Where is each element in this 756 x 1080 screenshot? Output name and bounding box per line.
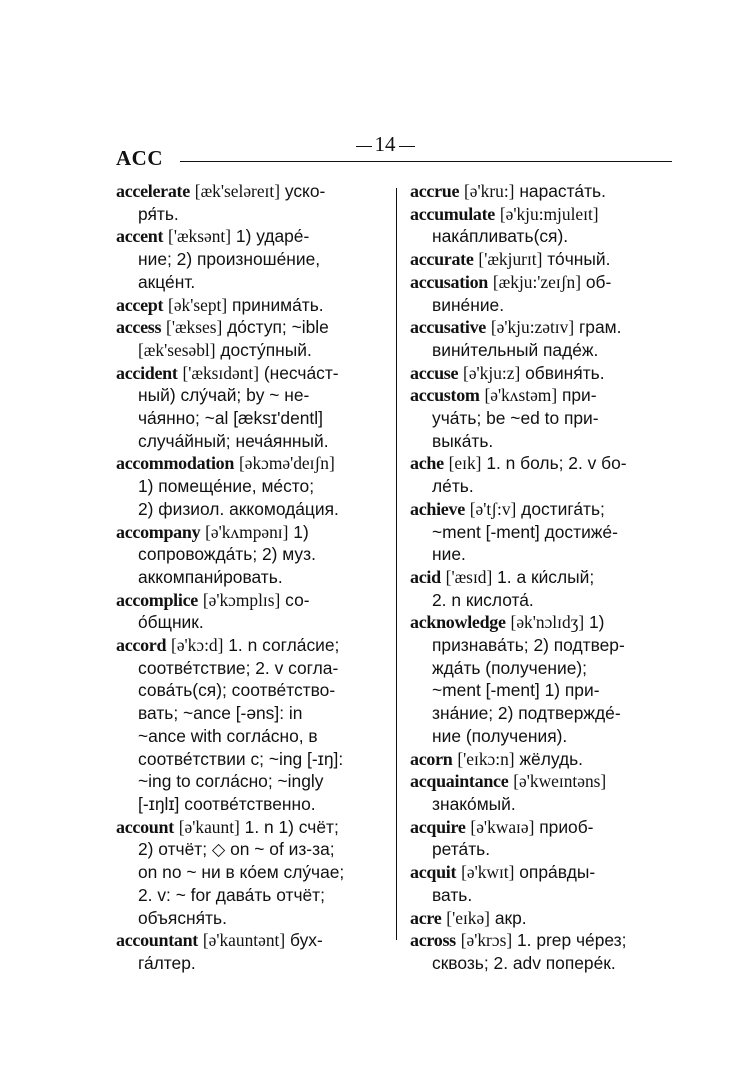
definition-text: ~ance with согла́сно, в xyxy=(138,725,318,746)
entry-line xyxy=(116,611,384,634)
entry-line xyxy=(116,907,384,930)
dictionary-entry xyxy=(116,634,384,816)
definition-text: опра́вды- xyxy=(519,862,596,883)
definition-text: выка́ть. xyxy=(432,430,494,451)
definition-text: о́бщник. xyxy=(138,612,204,633)
entry-line xyxy=(410,339,672,362)
entry-line xyxy=(410,793,672,816)
entry-line xyxy=(116,180,384,203)
dictionary-entry xyxy=(410,611,672,747)
dictionary-entry xyxy=(410,384,672,452)
definition-text: га́лтер. xyxy=(138,952,196,973)
dictionary-entry xyxy=(410,203,672,248)
transcription: [ə'kju:zətɪv] xyxy=(490,317,575,338)
definition-text: вини́тельный паде́ж. xyxy=(432,339,599,360)
definition-text: 1) xyxy=(293,521,309,542)
definition-text: 2. v: ~ for дава́ть отчёт; xyxy=(138,884,325,905)
left-column xyxy=(116,180,384,975)
entry-line xyxy=(410,702,672,725)
dictionary-entry xyxy=(410,180,672,203)
dash-right xyxy=(399,146,415,147)
transcription: ['ækses] xyxy=(166,317,223,338)
transcription: [ə'krɔs] xyxy=(460,930,513,951)
page-number-text: 14 xyxy=(374,132,396,156)
entry-line xyxy=(116,929,384,952)
dictionary-entry xyxy=(116,589,384,634)
headword: acre xyxy=(410,907,442,928)
entry-line xyxy=(116,702,384,725)
definition-text: 1. n согла́сие; xyxy=(228,635,340,656)
transcription: ['æksɪdənt] xyxy=(182,362,259,383)
entry-line xyxy=(116,793,384,816)
dictionary-entry xyxy=(410,362,672,385)
headword: accrue xyxy=(410,181,460,201)
headword: acknowledge xyxy=(410,612,506,633)
entry-line xyxy=(116,589,384,612)
transcription: [ə'kɔ:d] xyxy=(171,635,224,656)
dictionary-entry xyxy=(116,180,384,225)
headword: achieve xyxy=(410,498,465,519)
dictionary-entry xyxy=(410,770,672,815)
definition-text: ние. xyxy=(432,544,466,565)
definition-text: зна́ние; 2) подтвержде́- xyxy=(432,703,621,724)
transcription: [əkɔmə'deɪʃn] xyxy=(238,453,335,474)
entry-line xyxy=(410,929,672,952)
definition-text: 1) помеще́ние, ме́сто; xyxy=(138,476,315,497)
headword: accelerate xyxy=(116,181,190,201)
dictionary-entry xyxy=(116,316,384,361)
definition-text: акр. xyxy=(494,907,527,928)
entry-line xyxy=(410,816,672,839)
entry-line xyxy=(116,452,384,475)
definition-text: бух- xyxy=(290,930,323,951)
entry-line xyxy=(116,430,384,453)
transcription: ['æsɪd] xyxy=(445,566,493,587)
entry-line xyxy=(410,657,672,680)
definition-text: ние; 2) произноше́ние, xyxy=(138,249,321,270)
definition-text: грам. xyxy=(578,317,622,338)
transcription: [ə'kweɪntəns] xyxy=(513,771,607,792)
header-rule xyxy=(180,161,672,162)
dictionary-entry xyxy=(116,452,384,520)
definition-text: принима́ть. xyxy=(232,294,324,315)
definition-text: соотве́тствие; 2. v согла- xyxy=(138,657,339,678)
entry-line xyxy=(116,248,384,271)
entry-line xyxy=(410,838,672,861)
dictionary-entry xyxy=(410,929,672,974)
transcription: [ə'kwɪt] xyxy=(461,862,515,883)
transcription: [ə'kauntənt] xyxy=(202,930,286,951)
guide-word: ACC xyxy=(116,146,163,170)
dictionary-entry xyxy=(116,521,384,589)
definition-text: нараста́ть. xyxy=(519,181,606,201)
entry-line xyxy=(410,861,672,884)
definition-text: приоб- xyxy=(539,816,594,837)
definition-text: (несча́ст- xyxy=(263,362,339,383)
headword: account xyxy=(116,816,174,837)
dictionary-entry xyxy=(410,248,672,271)
definition-text: жёлудь. xyxy=(519,748,584,769)
entry-line xyxy=(410,248,672,271)
entry-line xyxy=(410,225,672,248)
transcription: [ə'kju:mjuleɪt] xyxy=(499,203,599,224)
entry-line xyxy=(116,566,384,589)
entry-line xyxy=(410,725,672,748)
entry-line xyxy=(410,271,672,294)
headword: access xyxy=(116,317,162,338)
entry-line xyxy=(116,498,384,521)
transcription: [ək'nɔlɪdʒ] xyxy=(510,612,585,633)
dash-left xyxy=(356,146,372,147)
transcription: ['ækjurɪt] xyxy=(478,249,543,270)
entry-line xyxy=(410,566,672,589)
definition-text: уско- xyxy=(284,181,326,201)
definition-text: об- xyxy=(585,271,612,292)
definition-text: при- xyxy=(561,385,597,406)
headword: accusative xyxy=(410,317,486,338)
headword: accountant xyxy=(116,930,198,951)
entry-line xyxy=(116,770,384,793)
headword: accurate xyxy=(410,249,474,270)
entry-line xyxy=(116,475,384,498)
definition-text: сопровожда́ть; 2) муз. xyxy=(138,544,316,565)
definition-text: вать. xyxy=(432,884,473,905)
definition-text: до́ступ; ~ible xyxy=(227,317,329,338)
entry-line xyxy=(116,407,384,430)
transcription: [ə'kʌstəm] xyxy=(484,385,558,406)
dictionary-entry xyxy=(116,362,384,453)
definition-text: то́чный. xyxy=(547,249,611,270)
headword: acquit xyxy=(410,862,457,883)
dictionary-entry xyxy=(410,861,672,906)
entry-line xyxy=(410,430,672,453)
definition-text: акце́нт. xyxy=(138,271,196,292)
entry-line xyxy=(116,294,384,317)
entry-line xyxy=(116,634,384,657)
definition-text: on no ~ ни в ко́ем слу́чае; xyxy=(138,862,345,883)
entry-line xyxy=(410,748,672,771)
dictionary-entry xyxy=(410,498,672,566)
entry-line xyxy=(410,770,672,793)
headword: accept xyxy=(116,294,164,315)
headword: accuse xyxy=(410,362,459,383)
headword: accompany xyxy=(116,521,201,542)
entry-line xyxy=(410,611,672,634)
transcription: ['æksənt] xyxy=(168,226,232,247)
transcription: [ə'kju:z] xyxy=(463,362,521,383)
definition-text: 1. prep че́рез; xyxy=(516,930,627,951)
dictionary-entry xyxy=(116,816,384,930)
definition-text: ный) слу́чай; by ~ не- xyxy=(138,385,310,406)
definition-text: вине́ние. xyxy=(432,294,505,315)
definition-text: ние (получения). xyxy=(432,725,568,746)
headword: accustom xyxy=(410,385,480,406)
headword: accomplice xyxy=(116,589,198,610)
definition-text: 1. n боль; 2. v бо- xyxy=(486,453,627,474)
headword: accommodation xyxy=(116,453,235,474)
entry-line xyxy=(116,748,384,771)
entry-line xyxy=(116,316,384,339)
definition-text: 2) отчёт; ◇ on ~ of из-за; xyxy=(138,839,335,860)
entry-line xyxy=(410,316,672,339)
definition-text: сквозь; 2. adv попере́к. xyxy=(432,952,616,973)
entry-line xyxy=(410,952,672,975)
entry-line xyxy=(116,657,384,680)
definition-text: сова́ть(ся); соотве́тство- xyxy=(138,680,336,701)
headword: acorn xyxy=(410,748,453,769)
definition-text: аккомпани́ровать. xyxy=(138,566,283,587)
entry-line xyxy=(410,203,672,226)
entry-line xyxy=(410,679,672,702)
transcription: [ə'kru:] xyxy=(464,181,515,201)
definition-text: ~ment [-ment] 1) при- xyxy=(432,680,600,701)
entry-line xyxy=(410,884,672,907)
entry-line xyxy=(116,225,384,248)
entry-line xyxy=(410,589,672,612)
definition-text: вать; ~ance [-əns]: in xyxy=(138,703,303,724)
entry-line xyxy=(116,838,384,861)
definition-text: уча́ть; be ~ed to при- xyxy=(432,408,599,429)
definition-text: ле́ть. xyxy=(432,476,474,497)
definition-text: рета́ть. xyxy=(432,839,491,860)
entry-line xyxy=(410,543,672,566)
dictionary-entry xyxy=(410,748,672,771)
transcription: ['eɪkə] xyxy=(446,907,490,928)
definition-text: 1. n 1) счёт; xyxy=(244,816,339,837)
column-divider xyxy=(396,188,397,940)
definition-text: 2) физиол. аккомода́ция. xyxy=(138,498,339,519)
dictionary-entry xyxy=(410,907,672,930)
transcription: [ə'kwaɪə] xyxy=(470,816,535,837)
entry-line xyxy=(116,725,384,748)
entry-line xyxy=(410,452,672,475)
definition-text: ча́янно; ~al [æksɪ'dentl] xyxy=(138,408,323,429)
dictionary-entry xyxy=(116,929,384,974)
entry-line xyxy=(116,362,384,385)
entry-line xyxy=(410,475,672,498)
entry-line xyxy=(116,384,384,407)
definition-text: 1) xyxy=(589,612,605,633)
headword: ache xyxy=(410,453,444,474)
entry-line xyxy=(410,498,672,521)
page-number xyxy=(340,132,430,156)
entry-line xyxy=(116,952,384,975)
definition-text: ~ment [-ment] достиже́- xyxy=(432,521,618,542)
definition-text: соотве́тствии с; ~ing [-ɪŋ]: xyxy=(138,748,344,769)
transcription: [eɪk] xyxy=(448,453,482,474)
entry-line xyxy=(116,884,384,907)
transcription: ['eɪkɔ:n] xyxy=(457,748,515,769)
headword: acquaintance xyxy=(410,771,509,792)
transcription: [ə'kɔmplɪs] xyxy=(202,589,281,610)
definition-text: обвиня́ть. xyxy=(525,362,605,383)
dictionary-entry xyxy=(410,452,672,497)
entry-line xyxy=(410,362,672,385)
definition-text: ~ing to согла́сно; ~ingly xyxy=(138,771,324,792)
dictionary-entry xyxy=(410,566,672,611)
definition-text: случа́йный; неча́янный. xyxy=(138,430,329,451)
headword: across xyxy=(410,930,456,951)
entry-line xyxy=(116,679,384,702)
entry-line xyxy=(116,339,384,362)
transcription: [ək'sept] xyxy=(168,294,228,315)
transcription: [ə'tʃ:v] xyxy=(469,498,517,519)
definition-text: 1) ударе́- xyxy=(235,226,310,247)
entry-line xyxy=(410,907,672,930)
entry-line xyxy=(116,271,384,294)
definition-text: нака́пливать(ся). xyxy=(432,226,569,247)
definition-text: [-ɪŋlɪ] соотве́тственно. xyxy=(138,793,316,814)
definition-text: знако́мый. xyxy=(432,793,516,814)
headword: accident xyxy=(116,362,178,383)
entry-line xyxy=(116,861,384,884)
definition-text: со- xyxy=(285,589,310,610)
dictionary-entry xyxy=(410,271,672,316)
transcription: [æk'sesəbl] xyxy=(138,339,216,360)
dictionary-entry xyxy=(116,225,384,293)
definition-text: досту́пный. xyxy=(220,339,312,360)
headword: acid xyxy=(410,566,441,587)
definition-text: 1. a ки́слый; xyxy=(497,566,595,587)
entry-line xyxy=(410,180,672,203)
entry-line xyxy=(410,407,672,430)
headword: accumulate xyxy=(410,203,495,224)
entry-line xyxy=(116,521,384,544)
definition-text: ря́ть. xyxy=(138,203,179,224)
dictionary-entry xyxy=(410,316,672,361)
entry-line xyxy=(410,294,672,317)
dictionary-entry xyxy=(116,294,384,317)
definition-text: признава́ть; 2) подтвер- xyxy=(432,635,625,656)
definition-text: жда́ть (получение); xyxy=(432,657,587,678)
transcription: [ækju:'zeɪʃn] xyxy=(492,271,581,292)
entry-line xyxy=(116,543,384,566)
headword: accord xyxy=(116,635,167,656)
entry-line xyxy=(116,816,384,839)
transcription: [ə'kʌmpənɪ] xyxy=(205,521,289,542)
right-column xyxy=(410,180,672,975)
definition-text: 2. n кислота́. xyxy=(432,589,534,610)
entry-line xyxy=(410,634,672,657)
headword: accusation xyxy=(410,271,489,292)
entry-line xyxy=(410,521,672,544)
headword: accent xyxy=(116,226,164,247)
headword: acquire xyxy=(410,816,466,837)
transcription: [ə'kaunt] xyxy=(178,816,240,837)
transcription: [æk'seləreɪt] xyxy=(194,181,281,201)
entry-line xyxy=(116,203,384,226)
dictionary-entry xyxy=(410,816,672,861)
definition-text: достига́ть; xyxy=(521,498,605,519)
definition-text: объясня́ть. xyxy=(138,907,227,928)
entry-line xyxy=(410,384,672,407)
